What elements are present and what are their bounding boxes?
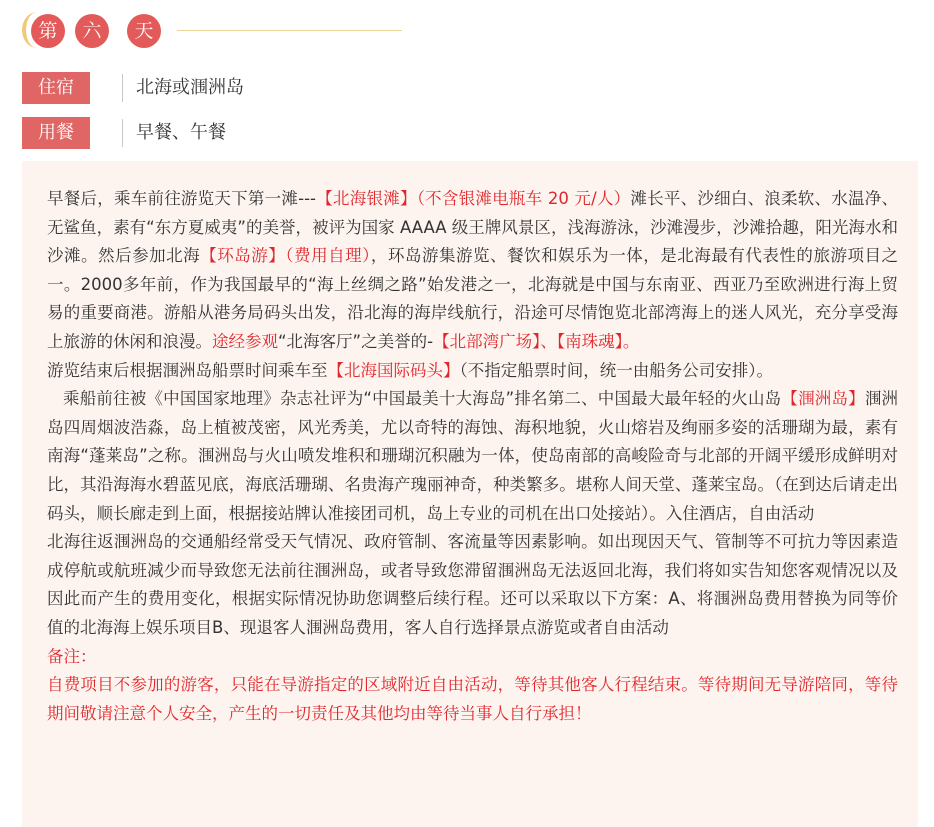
row-divider <box>122 74 123 102</box>
meals-label: 用餐 <box>22 117 90 149</box>
text: ，环岛游集游览、餐饮和娱乐为一体，是北海最有代表性的旅游项目之一。2000多年前，作为我国最早的“海上丝绸之路”始发港之一，北海就是中国与东南亚、西亚乃至欧洲进行海上贸易的重要商港。游船从港务局码头出发，沿北海的海岸线航行，沿途可尽情饱览北部湾海上的迷人风光，充分享受海上旅游的休闲和浪漫。 <box>47 246 899 351</box>
row-divider <box>122 119 123 147</box>
text: （不指定船票时间，统一由船务公司安排）。 <box>459 360 773 380</box>
day-header <box>22 8 422 52</box>
day-char-circle: 天 <box>127 14 161 48</box>
text: 乘船前往被《中国国家地理》杂志社评为“中国最美十大海岛”排名第二、中国最大最年轻的火山岛 <box>63 389 782 409</box>
note-text: 自费项目不参加的游客，只能在导游指定的区域附近自由活动，等待其他客人行程结束。等待期间无导游陪同，等待期间敬请注意个人安全，产生的一切责任及其他均由等待当事人自行承担！ <box>47 675 898 723</box>
text: 滩长平、沙细白、浪柔软、水温净、无鲨鱼，素有“东方夏威夷”的美誉，被评为国家 AAAA 级王牌风景区，浅海游泳，沙滩漫步，沙滩拾趣，阳光海水和沙滩。然后参加北海 <box>47 189 899 266</box>
lodging-value: 北海或涠洲岛 <box>136 77 244 98</box>
highlight-visit: 途经参观 <box>212 331 278 351</box>
text: 游览结束后根据涠洲岛船票时间乘车至 <box>47 360 328 380</box>
highlight-port: 【北海国际码头】 <box>327 360 460 380</box>
meals-row <box>22 117 902 149</box>
header-divider-line <box>177 30 402 31</box>
text: 涠洲岛四周烟波浩淼，岛上植被茂密，风光秀美，尤以奇特的海蚀、海积地貌，火山熔岩及绚丽多姿的活珊瑚为最，素有南海“蓬莱岛”之称。涠洲岛与火山喷发堆积和珊瑚沉积融为一体，使岛南部的高峻险奇与北部的开阔平缓形成鲜明对比，其沿海海水碧蓝见底，海底活珊瑚、名贵海产瑰丽神奇，种类繁多。堪称人间天堂、蓬莱宝岛。（在到达后请走出码头，顺长廊走到上面，根据接站牌认准接团司机，岛上专业的司机在出口处接站）。入住酒店，自由活动 <box>47 389 899 523</box>
highlight-island-tour: 【环岛游】（费用自理） <box>200 246 371 266</box>
highlight-silver-beach: 【北海银滩】（不含银滩电瓶车 20 元/人） <box>316 189 631 208</box>
lodging-label: 住宿 <box>22 72 90 104</box>
day-char-circle: 第 <box>31 14 65 48</box>
note-label: 备注： <box>47 646 97 666</box>
highlight-plaza: 【北部湾广场】、【南珠魂】。 <box>433 331 640 351</box>
text: 早餐后，乘车前往游览天下第一滩--- <box>47 189 316 208</box>
day-char-circle: 六 <box>75 14 109 48</box>
highlight-weizhou: 【涠洲岛】 <box>781 389 865 409</box>
paragraph-weizhou <box>47 385 898 528</box>
paragraph-ferry-notice: 北海往返涠洲岛的交通船经常受天气情况、政府管制、客流量等因素影响。如出现因天气、管制等不可抗力等因素造成停航或航班减少而导致您无法前往涠洲岛，或者导致您滞留涠洲岛无法返回北海，我们将如实告知您客观情况以及因此而产生的费用变化，根据实际情况协助您调整后续行程。还可以采取以下方案：A、将涠洲岛费用替换为同等价值的北海海上娱乐项目B、现退客人涠洲岛费用，客人自行选择景点游览或者自由活动 <box>47 532 898 637</box>
lodging-row <box>22 72 902 104</box>
paragraph-port <box>47 357 898 386</box>
paragraph-silver-beach <box>47 185 898 357</box>
itinerary-description <box>22 161 918 827</box>
text: “北海客厅”之美誉的- <box>278 331 434 351</box>
meals-value: 早餐、午餐 <box>136 122 226 143</box>
